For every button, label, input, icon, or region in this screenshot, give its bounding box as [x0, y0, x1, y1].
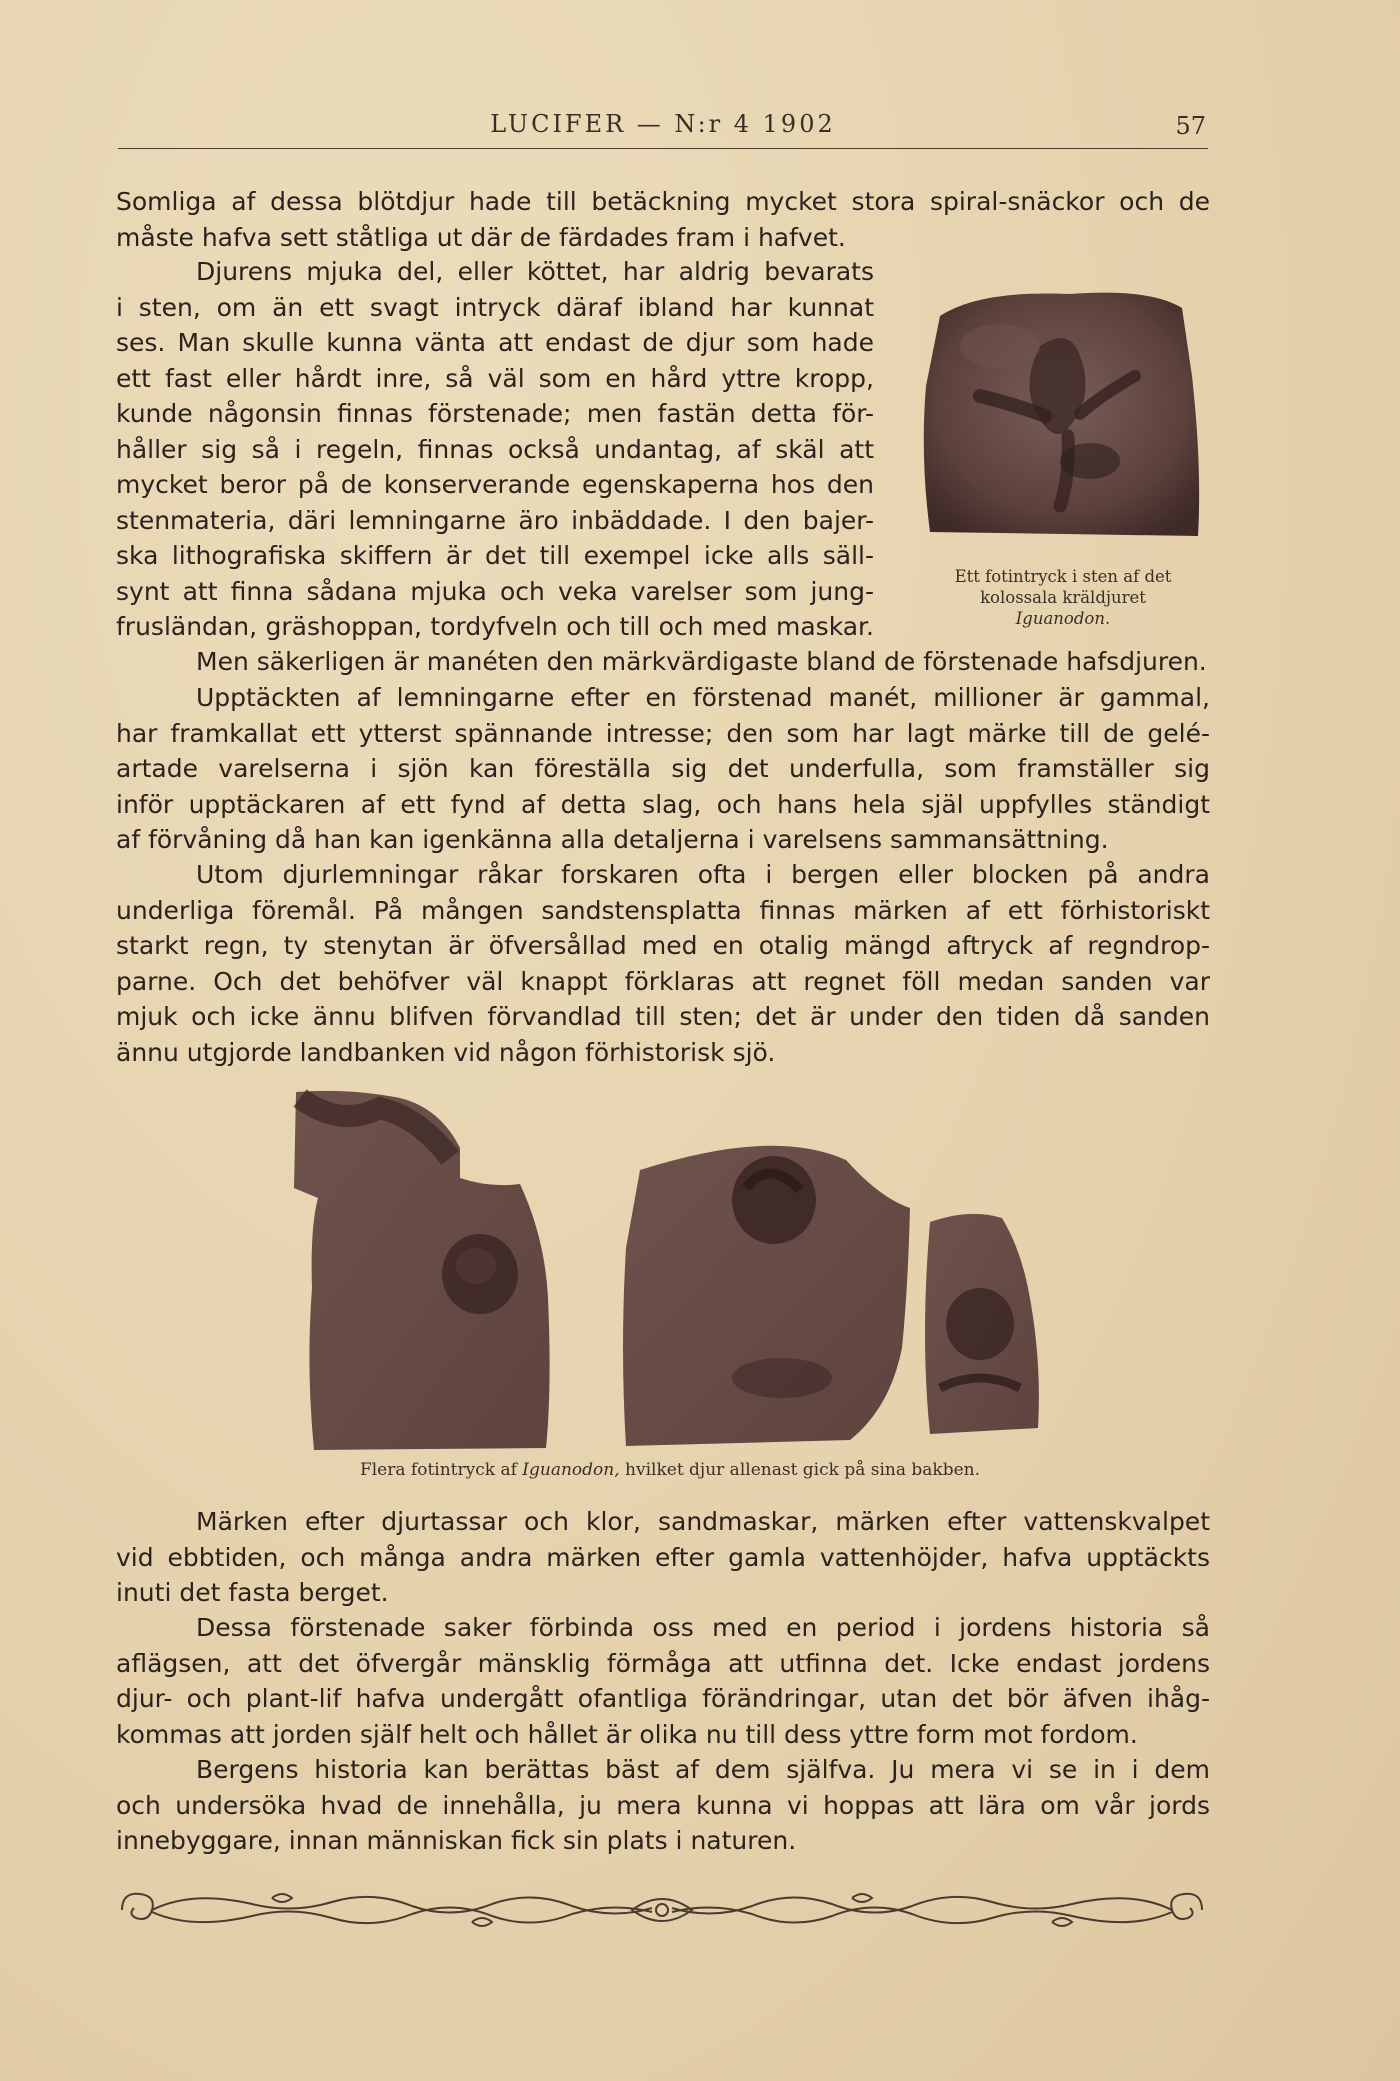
text-line: inför upptäckaren af ett fynd af detta slag, och hans hela själ uppfylles ständigt	[116, 789, 1210, 819]
paragraph-3	[116, 644, 1210, 680]
footprints-photo	[290, 1088, 1050, 1450]
caption-line: Ett fotintryck i sten af det	[954, 567, 1172, 586]
text-line: aflägsen, att det öfvergår mänsklig förmåga att utfinna det. Icke endast jordens	[116, 1648, 1210, 1678]
caption-species: Iguanodon,	[522, 1460, 620, 1480]
text-line: inuti det fasta berget.	[116, 1578, 389, 1607]
figure-2-caption	[240, 1460, 1100, 1481]
paragraph-4	[116, 680, 1210, 858]
text-line: Bergens historia kan berättas bäst af dem själfva. Ju mera vi se in i dem	[196, 1755, 1210, 1784]
text-line: mycket beror på de konserverande egenskaperna hos den	[116, 470, 874, 499]
text-line: Märken efter djurtassar och klor, sandmaskar, märken efter vattenskvalpet	[196, 1507, 1210, 1536]
text-line: måste hafva sett ståtliga ut där de färdades fram i hafvet.	[116, 222, 846, 252]
text-line: ska lithografiska skiffern är det till exempel icke alls säll-	[116, 541, 874, 570]
footprint-photo	[920, 286, 1205, 546]
text-line: i sten, om än ett svagt intryck däraf ibland har kunnat	[116, 292, 874, 322]
caption-text: hvilket djur allenast gick på sina bakben.	[619, 1460, 981, 1480]
text-line: mjuk och icke ännu blifven förvandlad till sten; det är under den tiden då sanden	[116, 1002, 1210, 1031]
text-line: har framkallat ett ytterst spännande intresse; den som har lagt märke till de gelé-	[116, 718, 1210, 748]
running-head	[118, 108, 1208, 149]
text-line: Somliga af dessa blötdjur hade till betäckning mycket stora spiral-snäckor och de	[116, 187, 1210, 216]
text-line: kommas att jorden själf helt och hållet är olika nu till dess yttre form mot fordom.	[116, 1719, 1138, 1749]
text-line: Upptäckten af lemningarne efter en förstenad manét, millioner är gammal,	[196, 683, 1210, 712]
paragraph-5	[116, 857, 1210, 1070]
text-line: Men säkerligen är manéten den märkvärdigaste bland de förstenade hafsdjuren.	[196, 647, 1207, 676]
caption-species: Iguanodon.	[1015, 609, 1111, 628]
paragraph-6	[116, 1504, 1210, 1611]
caption-text: Flera fotintryck af	[359, 1460, 523, 1480]
paragraph-8	[116, 1752, 1210, 1859]
text-line: ännu utgjorde landbanken vid någon förhistorisk sjö.	[116, 1037, 776, 1067]
paragraph-1	[116, 184, 1210, 255]
iguanodon-footprint-image	[920, 286, 1205, 546]
iguanodon-footprints-image	[290, 1088, 1050, 1450]
paragraph-7	[116, 1610, 1210, 1752]
text-line: ett fast eller hårdt inre, så väl som en hård yttre kropp,	[116, 363, 874, 393]
text-line: frusländan, gräshoppan, tordyfveln och till och med maskar.	[116, 612, 874, 641]
text-line: djur- och plant-lif hafva undergått ofantliga förändringar, utan det bör äfven ihåg-	[116, 1684, 1210, 1713]
text-line: af förvåning då han kan igenkänna alla detaljerna i varelsens sammansättning.	[116, 825, 1109, 854]
text-line: starkt regn, ty stenytan är öfversållad med en otalig mängd aftryck af regndrop-	[116, 931, 1210, 960]
text-line: håller sig så i regeln, finnas också undantag, af skäl att	[116, 434, 874, 464]
text-line: vid ebbtiden, och många andra märken efter gamla vattenhöjder, hafva upptäckts	[116, 1542, 1210, 1572]
journal-title: LUCIFER — N:r 4 1902	[490, 110, 836, 138]
text-line: ses. Man skulle kunna vänta att endast de djur som hade	[116, 328, 874, 357]
text-line: underliga föremål. På mången sandstensplatta finnas märken af ett förhistoriskt	[116, 895, 1210, 925]
text-line: synt att finna sådana mjuka och veka varelser som jung-	[116, 576, 874, 606]
text-line: parne. Och det behöfver väl knappt förklaras att regnet föll medan sanden var	[116, 966, 1210, 996]
text-line: artade varelserna i sjön kan föreställa sig det underfulla, som framställer sig	[116, 754, 1210, 783]
text-line: och undersöka hvad de innehålla, ju mera kunna vi hoppas att lära om vår jords	[116, 1790, 1210, 1820]
figure-1-caption	[908, 566, 1218, 629]
text-line: Djurens mjuka del, eller köttet, har aldrig bevarats	[196, 257, 874, 286]
text-line: stenmateria, däri lemningarne äro inbäddade. I den bajer-	[116, 505, 874, 535]
page-number: 57	[1175, 112, 1206, 140]
text-line: Dessa förstenade saker förbinda oss med en period i jordens historia så	[196, 1613, 1210, 1642]
ornamental-divider	[112, 1882, 1212, 1938]
caption-line: kolossala kräldjuret	[980, 588, 1146, 607]
text-line: innebyggare, innan människan fick sin plats i naturen.	[116, 1826, 797, 1855]
text-line: Utom djurlemningar råkar forskaren ofta i bergen eller blocken på andra	[196, 860, 1210, 889]
paragraph-2	[116, 254, 874, 645]
text-line: kunde någonsin finnas förstenade; men fastän detta för-	[116, 399, 874, 428]
